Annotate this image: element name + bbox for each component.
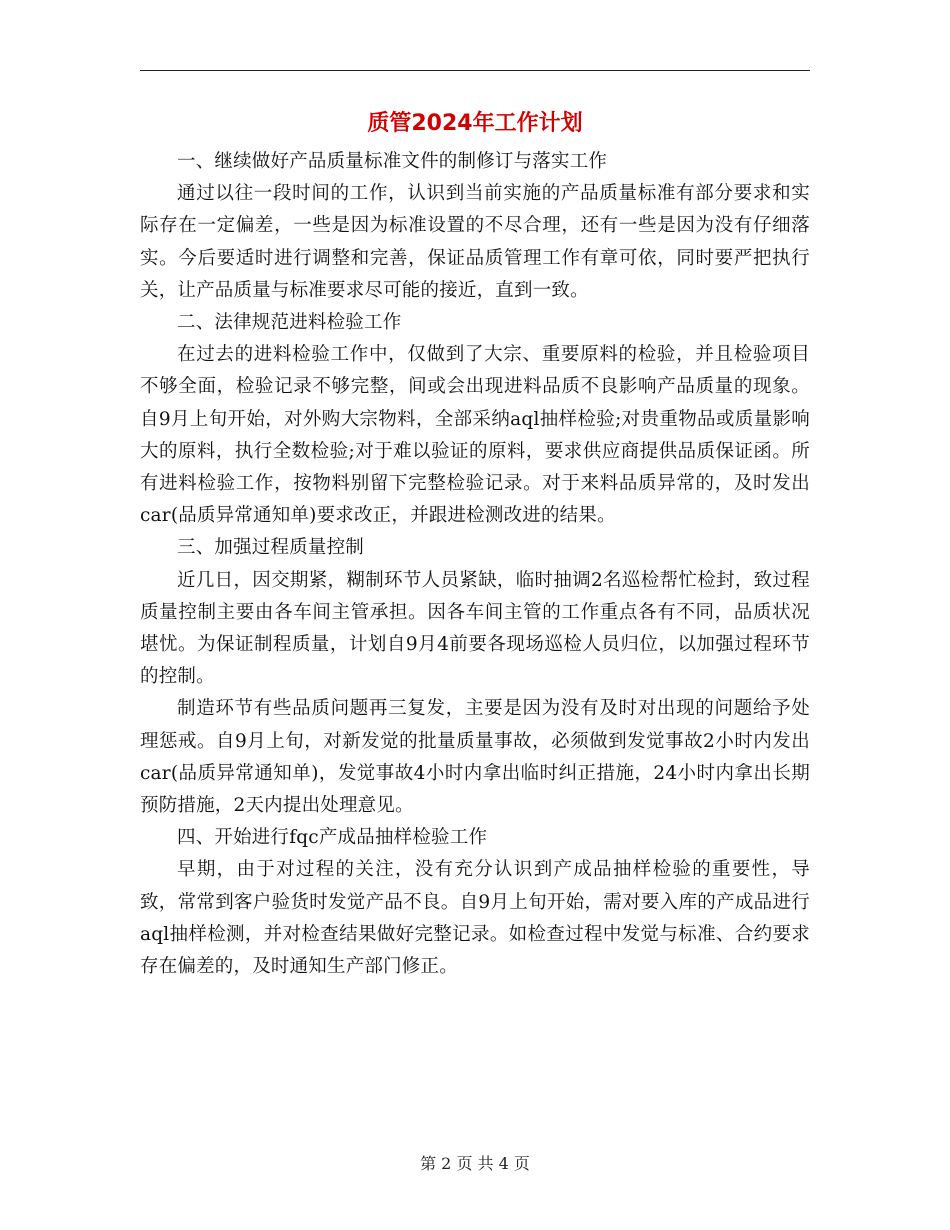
paragraph-5: 早期，由于对过程的关注，没有充分认识到产成品抽样检验的重要性，导致，常常到客户验货时发觉产品不良。自9月上旬开始，需对要入库的产成品进行aql抽样检测，并对检查结果做好完整记录。如检查过程中发觉与标准、合约要求存在偏差的，及时通知生产部门修正。 [140, 859, 810, 978]
document-body [140, 104, 810, 983]
document-title: 质管2024年工作计划 [367, 111, 583, 136]
section-heading-2: 二、法律规范进料检验工作 [177, 312, 402, 334]
section-heading-4: 四、开始进行fqc产成品抽样检验工作 [177, 827, 488, 849]
paragraph-1: 通过以往一段时间的工作，认识到当前实施的产品质量标准有部分要求和实际存在一定偏差，一些是因为标准设置的不尽合理，还有一些是因为没有仔细落实。今后要适时进行调整和完善，保证品质管理工作有章可依，同时要严把执行关，让产品质量与标准要求尽可能的接近，直到一致。 [140, 183, 810, 301]
paragraph-4: 制造环节有些品质问题再三复发，主要是因为没有及时对出现的问题给予处理惩戒。自9月上旬，对新发觉的批量质量事故，必须做到发觉事故2小时内发出car(品质异常通知单)，发觉事故4小时内拿出临时纠正措施，24小时内拿出长期预防措施，2天内提出处理意见。 [140, 698, 810, 817]
page-number-footer: 第 2 页 共 4 页 [420, 1154, 530, 1173]
header-rule [140, 70, 810, 71]
paragraph-3: 近几日，因交期紧，糊制环节人员紧缺，临时抽调2名巡检帮忙检封，致过程质量控制主要由各车间主管承担。因各车间主管的工作重点各有不同，品质状况堪忧。为保证制程质量，计划自9月4前要各现场巡检人员归位，以加强过程环节的控制。 [140, 569, 810, 688]
section-heading-1: 一、继续做好产品质量标准文件的制修订与落实工作 [177, 151, 608, 172]
paragraph-2: 在过去的进料检验工作中，仅做到了大宗、重要原料的检验，并且检验项目不够全面，检验记录不够完整，间或会出现进料品质不良影响产品质量的现象。自9月上旬开始，对外购大宗物料，全部采纳aql抽样检验;对贵重物品或质量影响大的原料，执行全数检验;对于难以验证的原料，要求供应商提供品质保证函。所有进料检验工作，按物料别留下完整检验记录。对于来料品质异常的，及时发出car(品质异常通知单)要求改正，并跟进检测改进的结果。 [140, 344, 810, 527]
section-heading-3: 三、加强过程质量控制 [177, 537, 365, 559]
